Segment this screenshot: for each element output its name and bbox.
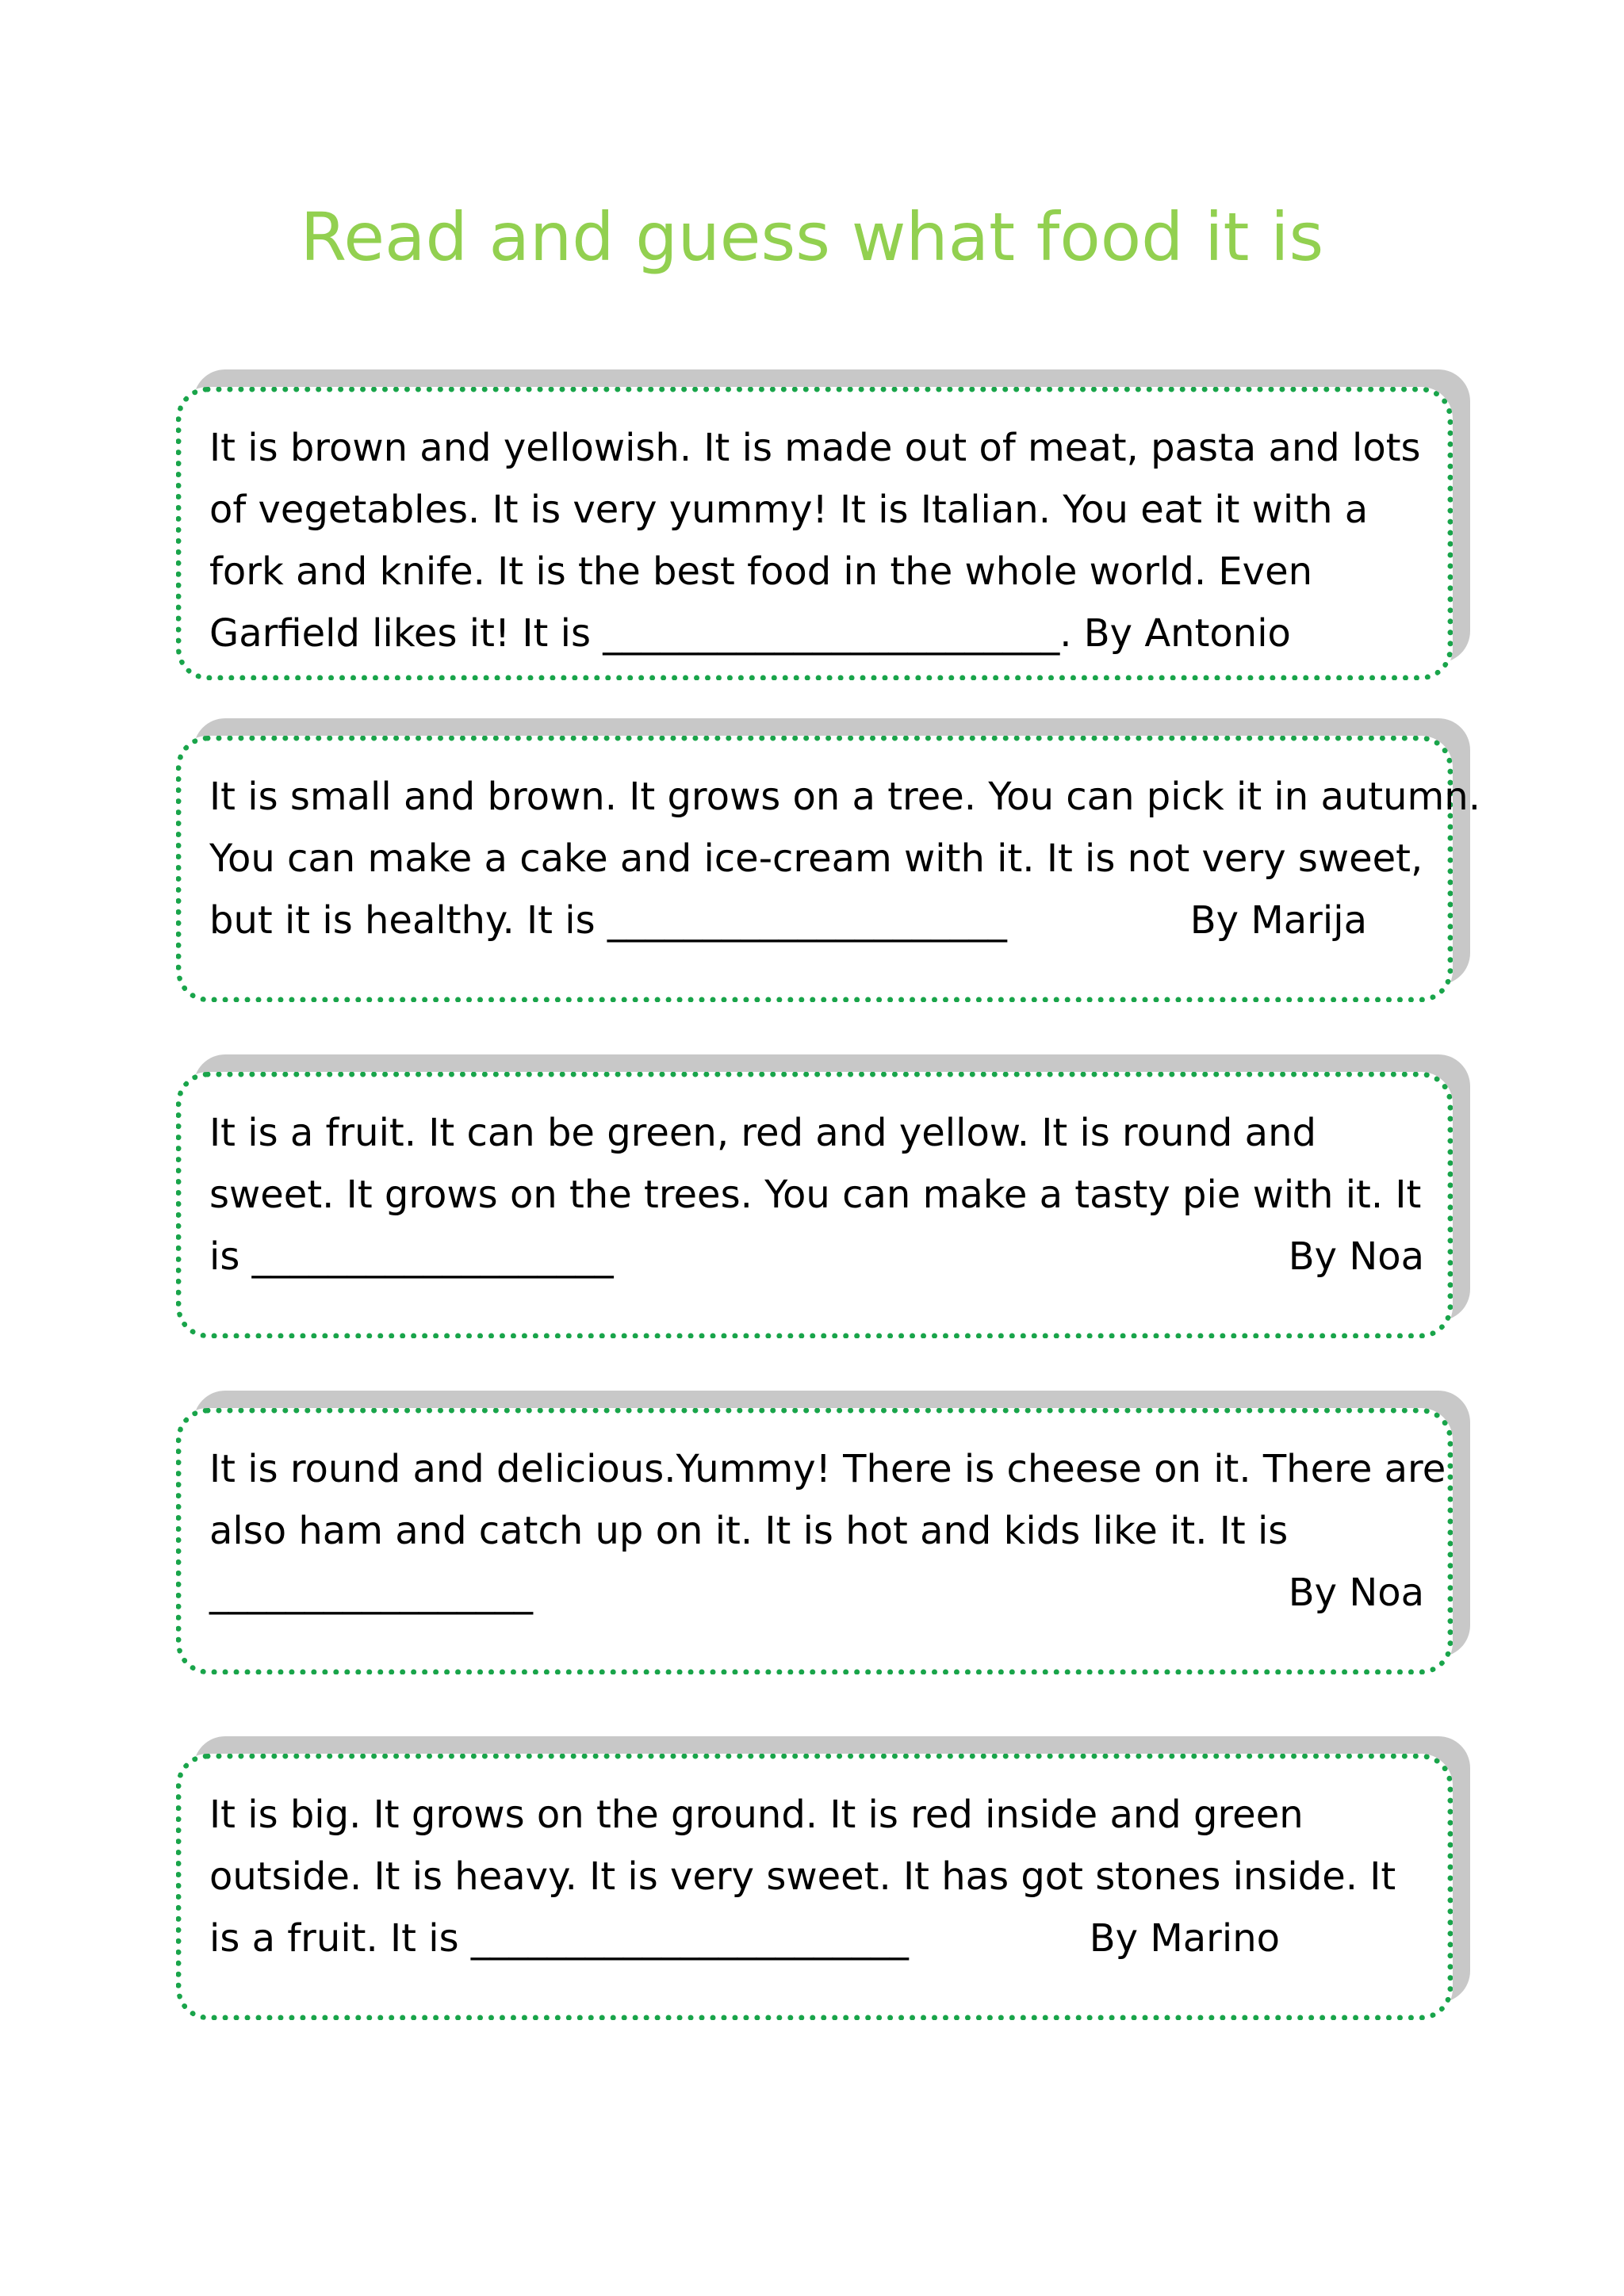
riddle-card-noa-1 <box>176 1072 1453 1338</box>
riddle-text <box>209 417 1424 664</box>
riddle-text <box>209 1784 1424 1969</box>
riddle-author: By Marino <box>1089 1916 1280 1961</box>
riddle-card-antonio <box>176 387 1453 680</box>
riddle-author: By Marija <box>1189 898 1367 943</box>
riddle-line: It is big. It grows on the ground. It is red inside and green <box>209 1793 1304 1837</box>
riddle-line: You can make a cake and ice-cream with it. It is not very sweet, <box>209 836 1423 881</box>
riddle-line: fork and knife. It is the best food in the whole world. Even <box>209 549 1313 594</box>
riddle-text <box>209 766 1480 951</box>
riddle-answer-line: _________________ <box>209 1571 533 1615</box>
riddle-line: It is brown and yellowish. It is made out of meat, pasta and lots <box>209 426 1421 470</box>
riddle-author: By Noa <box>1288 1571 1424 1615</box>
page-title: Read and guess what food it is <box>300 198 1324 276</box>
riddle-line: sweet. It grows on the trees. You can make a tasty pie with it. It <box>209 1173 1422 1217</box>
riddle-line: outside. It is heavy. It is very sweet. It has got stones inside. It <box>209 1854 1396 1899</box>
riddle-answer-line: is a fruit. It is _______________________ <box>209 1916 909 1961</box>
riddle-line: It is a fruit. It can be green, red and yellow. It is round and <box>209 1111 1316 1155</box>
riddle-card-marino <box>176 1754 1453 2020</box>
riddle-line: also ham and catch up on it. It is hot and kids like it. It is <box>209 1509 1289 1553</box>
riddle-answer-line: but it is healthy. It is _____________________ <box>209 898 1007 943</box>
riddle-text <box>209 1438 1446 1624</box>
riddle-answer-line: is ___________________ <box>209 1234 614 1279</box>
riddle-author: By Noa <box>1288 1234 1424 1279</box>
riddle-line: It is small and brown. It grows on a tree. You can pick it in autumn. <box>209 775 1480 819</box>
riddle-answer-line: Garfield likes it! It is ________________________. By Antonio <box>209 611 1291 656</box>
riddle-line: of vegetables. It is very yummy! It is Italian. You eat it with a <box>209 488 1369 532</box>
riddle-text <box>209 1102 1424 1288</box>
riddle-line: It is round and delicious.Yummy! There is cheese on it. There are <box>209 1447 1446 1491</box>
riddle-card-noa-2 <box>176 1408 1453 1674</box>
riddle-card-marija <box>176 736 1480 1002</box>
